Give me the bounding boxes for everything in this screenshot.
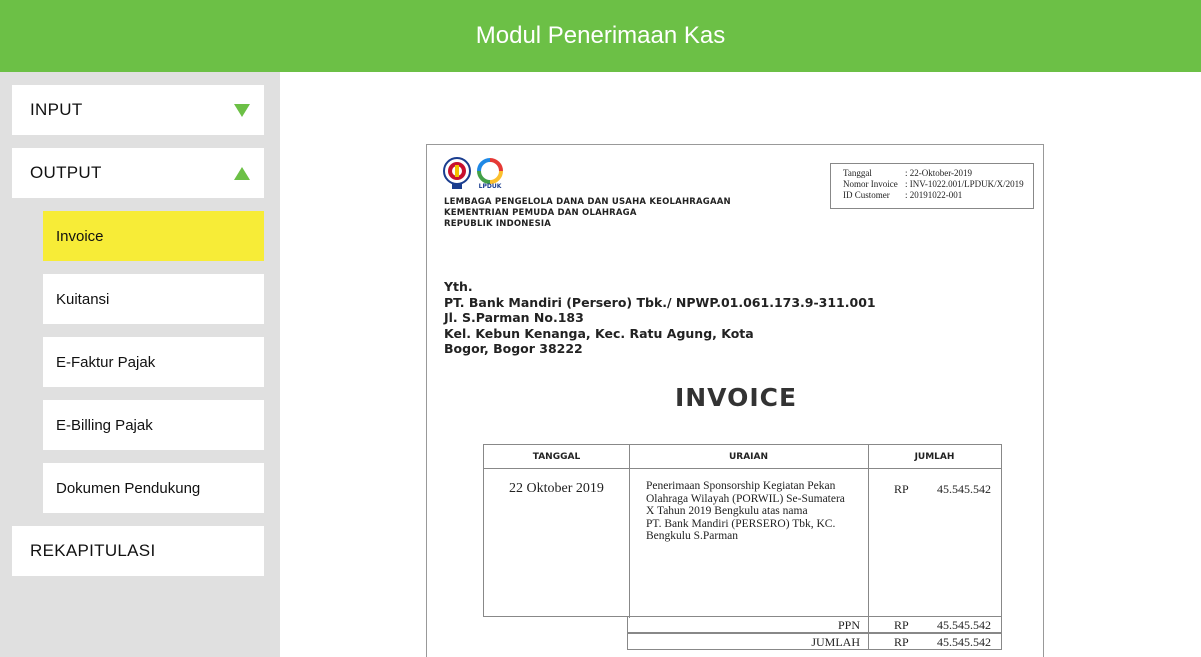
column-header-jumlah: JUMLAH [868,445,1001,469]
recipient-line-4: Kel. Kebun Kenanga, Kec. Ratu Agung, Kota [444,325,754,341]
jumlah-label: JUMLAH [811,635,860,649]
ppn-currency: RP [894,618,909,632]
row-amount: 45.545.542 [937,482,991,496]
meta-nomor-value: : INV-1022.001/LPDUK/X/2019 [905,179,1024,189]
meta-id-customer [843,190,1033,201]
logos [443,157,505,191]
menu-rekapitulasi[interactable] [12,526,264,576]
page-title: Modul Penerimaan Kas [475,22,726,49]
uraian-line-1: Penerimaan Sponsorship Kegiatan Pekan [646,480,836,492]
sidebar-item-e-billing-pajak[interactable]: E-Billing Pajak [43,400,264,450]
column-header-uraian: URAIAN [629,445,868,469]
recipient-line-1: Yth. [444,279,473,294]
jumlah-row [627,633,1002,650]
meta-id-value: : 20191022-001 [905,190,963,200]
uraian-line-3: X Tahun 2019 Bengkulu atas nama [646,505,808,517]
invoice-meta-box [830,163,1034,209]
recipient-line-3: Jl. S.Parman No.183 [444,310,584,325]
column-divider [868,617,869,632]
triangle-up-icon [234,167,250,180]
ppn-label: PPN [837,618,860,632]
sidebar-item-invoice[interactable]: Invoice [43,211,264,261]
organization-name [444,197,731,230]
menu-rekapitulasi-label: REKAPITULASI [30,541,156,560]
sidebar [0,72,280,657]
uraian-line-5: Bengkulu S.Parman [646,530,738,542]
app-header [0,0,1201,72]
lpduk-logo [475,157,505,191]
ppn-row [627,616,1002,633]
lpduk-ring-icon [475,157,505,185]
uraian-line-2: Olahraga Wilayah (PORWIL) Se-Sumatera [646,492,845,505]
row-tanggal: 22 Oktober 2019 [509,481,604,496]
meta-tanggal-value: : 22-Oktober-2019 [905,168,973,178]
menu-output-label: OUTPUT [30,163,102,182]
row-currency: RP [894,482,909,496]
lpduk-logo-text: LPDUK [478,183,502,190]
org-line-3: REPUBLIK INDONESIA [444,219,552,229]
meta-tanggal [843,168,1033,179]
row-uraian [646,480,868,543]
menu-input[interactable] [12,85,264,135]
column-header-tanggal: TANGGAL [484,445,629,469]
meta-id-label: ID Customer [843,190,890,200]
meta-tanggal-label: Tanggal [843,168,872,178]
triangle-down-icon [234,104,250,117]
jumlah-currency: RP [894,635,909,649]
menu-output[interactable] [12,148,264,198]
recipient-line-2: PT. Bank Mandiri (Persero) Tbk./ NPWP.01.061.173.9-311.001 [444,294,876,310]
recipient-block [444,279,876,357]
invoice-title: INVOICE [674,383,798,412]
org-line-1: LEMBAGA PENGELOLA DANA DAN USAHA KEOLAHRAGAAN [444,197,731,207]
uraian-line-4: PT. Bank Mandiri (PERSERO) Tbk, KC. [646,517,836,530]
column-divider [868,634,869,649]
sidebar-item-e-faktur-pajak[interactable]: E-Faktur Pajak [43,337,264,387]
column-divider [629,445,630,618]
column-divider [868,445,869,618]
invoice-table [483,444,1002,617]
meta-nomor-label: Nomor Invoice [843,179,898,189]
kemenpora-logo-icon [443,157,471,191]
jumlah-amount: 45.545.542 [937,635,991,649]
sidebar-item-kuitansi[interactable]: Kuitansi [43,274,264,324]
sidebar-item-dokumen-pendukung[interactable]: Dokumen Pendukung [43,463,264,513]
menu-input-label: INPUT [30,100,83,119]
org-line-2: KEMENTRIAN PEMUDA DAN OLAHRAGA [444,208,637,218]
invoice-document [426,144,1044,657]
ppn-amount: 45.545.542 [937,618,991,632]
meta-nomor [843,179,1033,190]
recipient-line-5: Bogor, Bogor 38222 [444,341,583,356]
